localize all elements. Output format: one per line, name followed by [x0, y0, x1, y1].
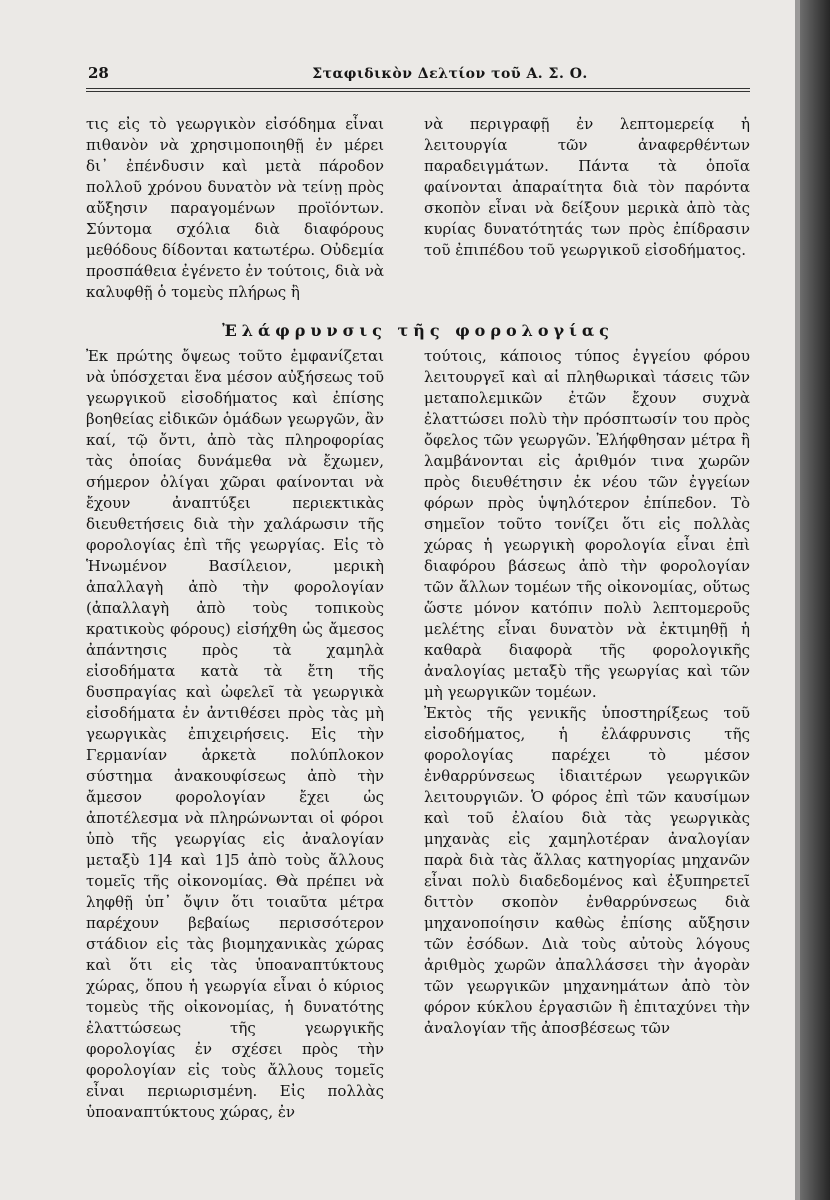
header-rule: [86, 88, 750, 89]
top-right-column: [424, 114, 750, 261]
section-left-column: [86, 346, 384, 1123]
section-right-paragraph-2: Ἐκτὸς τῆς γενικῆς ὑποστηρίξεως τοῦ εἰσοδήματος, ἡ ἐλάφρυνσις τῆς φορολογίας παρέχει τὸ μέσον ἐνθαρρύνσεως ἰδιαιτέρων γεωργικῶν λειτουργιῶν. Ὁ φόρος ἐπὶ τῶν καυσίμων καὶ τοῦ ἐλαίου διὰ τὰς γεωργικὰς μηχανὰς εἰς χαμηλοτέραν ἀναλογίαν παρὰ διὰ τὰς ἄλλας κατηγορίας μηχανῶν εἶναι πολὺ διαδεδομένος καὶ ἐξυπηρετεῖ διττὸν σκοπὸν ἐνθαρρύνσεως διὰ μηχανοποίησιν καθὼς ἐπίσης αὔξησιν τῶν ἐσόδων. Διὰ τοὺς αὐτοὺς λόγους ἀριθμὸς χωρῶν ἀπαλλάσσει τὴν ἀγορὰν τῶν γεωργικῶν μηχανημάτων ἀπὸ τὸν φόρον κύκλου ἐργασιῶν ἢ ἐπιταχύνει τὴν ἀναλογίαν τῆς ἀποσβέσεως τῶν: [424, 704, 750, 1037]
section-right-paragraph-1: τούτοις, κάποιος τύπος ἐγγείου φόρου λειτουργεῖ καὶ αἱ πληθωρικαὶ τάσεις τῶν μεταπολεμικῶν ἐτῶν ἔχουν συχνὰ ἐλαττώσει πολὺ τὴν πρόσπτωσίν του πρὸς ὄφελος τῶν γεωργῶν. Ἐλήφθησαν μέτρα ἢ λαμβάνονται εἰς ἀριθμόν τινα χωρῶν πρὸς διευθέτησιν ἐκ νέου τῶν ἐγγείων φόρων πρὸς ὑψηλότερον ἐπίπεδον. Τὸ σημεῖον τοῦτο τονίζει ὅτι εἰς πολλὰς χώρας ἡ γεωργικὴ φορολογία εἶναι ἐπὶ διαφόρου βάσεως ἀπὸ τὴν φορολογίαν τῶν ἄλλων τομέων τῆς οἰκονομίας, οὕτως ὥστε μόνον κατόπιν πολὺ λεπτομεροῦς μελέτης εἶναι δυνατὸν νὰ ἐκτιμηθῇ ἡ καθαρὰ διαφορὰ τῆς φορολογικῆς ἀναλογίας μεταξὺ τῆς γεωργίας καὶ τῶν μὴ γεωργικῶν τομέων.: [424, 347, 750, 701]
scan-edge-dark: [800, 0, 830, 1200]
section-heading: Ἐλάφρυνσις τῆς φορολογίας: [222, 321, 614, 340]
top-left-column: [86, 114, 384, 303]
top-right-paragraph: νὰ περιγραφῇ ἐν λεπτομερείᾳ ἡ λειτουργία τῶν ἀναφερθέντων παραδειγμάτων. Πάντα τὰ ὁποῖα φαίνονται ἀπαραίτητα διὰ τὸν παρόντα σκοπὸν εἶναι νὰ δείξουν μερικὰ ἀπὸ τὰς κυρίας δυνατότητάς των πρὸς ἐπίδρασιν τοῦ ἐπιπέδου τοῦ γεωργικοῦ εἰσοδήματος.: [424, 115, 750, 259]
section-right-column: [424, 346, 750, 1039]
section-left-paragraph: Ἐκ πρώτης ὄψεως τοῦτο ἐμφανίζεται νὰ ὑπόσχεται ἕνα μέσον αὐξήσεως τοῦ γεωργικοῦ εἰσοδήματος καὶ ἐπίσης βοηθείας εἰδικῶν ὁμάδων γεωργῶν, ἂν καί, τῷ ὄντι, ἀπὸ τὰς πληροφορίας τὰς ὁποίας δυνάμεθα νὰ ἔχωμεν, σήμερον ὀλίγαι χῶραι φαίνονται νὰ ἔχουν ἀναπτύξει περιεκτικὰς διευθετήσεις διὰ τὴν χαλάρωσιν τῆς φορολογίας ἐπὶ τῆς γεωργίας. Εἰς τὸ Ἡνωμένον Βασίλειον, μερικὴ ἀπαλλαγὴ ἀπὸ τὴν φορολογίαν (ἀπαλλαγὴ ἀπὸ τοὺς τοπικοὺς κρατικοὺς φόρους) εἰσήχθη ὡς ἄμεσος ἀπάντησις πρὸς τὰ χαμηλὰ εἰσοδήματα κατὰ τὰ ἔτη τῆς δυσπραγίας καὶ ὠφελεῖ τὰ γεωργικὰ εἰσοδήματα ἐν ἀντιθέσει πρὸς τὰς μὴ γεωργικὰς ἐπιχειρήσεις. Εἰς τὴν Γερμανίαν ἀρκετὰ πολύπλοκον σύστημα ἀνακουφίσεως ἀπὸ τὴν ἄμεσον φορολογίαν ἔχει ὡς ἀποτέλεσμα νὰ πληρώνωνται οἱ φόροι ὑπὸ τῆς γεωργίας εἰς ἀναλογίαν μεταξὺ 1]4 καὶ 1]5 ἀπὸ τοὺς ἄλλους τομεῖς τῆς οἰκονομίας. Θὰ πρέπει νὰ ληφθῇ ὑπ᾽ ὄψιν ὅτι τοιαῦτα μέτρα παρέχουν βεβαίως περισσότερον στάδιον εἰς τὰς βιομηχανικὰς χώρας καὶ ὅτι εἰς τὰς ὑποαναπτύκτους χώρας, ὅπου ἡ γεωργία εἶναι ὁ κύριος τομεὺς τῆς οἰκονομίας, ἡ δυνατότης ἐλαττώσεως τῆς γεωργικῆς φορολογίας ἐν σχέσει πρὸς τὴν φορολογίαν εἰς τοὺς ἄλλους τομεῖς εἶναι περιωρισμένη. Εἰς πολλὰς ὑποαναπτύκτους χώρας, ἐν: [86, 347, 384, 1121]
running-title: Σταφιδικὸν Δελτίον τοῦ Α. Σ. Ο.: [312, 66, 588, 82]
header-rule-second: [86, 91, 750, 92]
page-number: 28: [88, 64, 109, 82]
top-left-paragraph: τις εἰς τὸ γεωργικὸν εἰσόδημα εἶναι πιθανὸν νὰ χρησιμοποιηθῇ ἐν μέρει δι᾽ ἐπένδυσιν καὶ μετὰ πάροδον πολλοῦ χρόνου δυνατὸν νὰ τείνῃ πρὸς αὔξησιν παραγομένων προϊόντων. Σύντομα σχόλια διὰ διαφόρους μεθόδους δίδονται κατωτέρω. Οὐδεμία προσπάθεια ἐγένετο ἐν τούτοις, διὰ νὰ καλυφθῇ ὁ τομεὺς πλήρως ἢ: [86, 115, 384, 301]
